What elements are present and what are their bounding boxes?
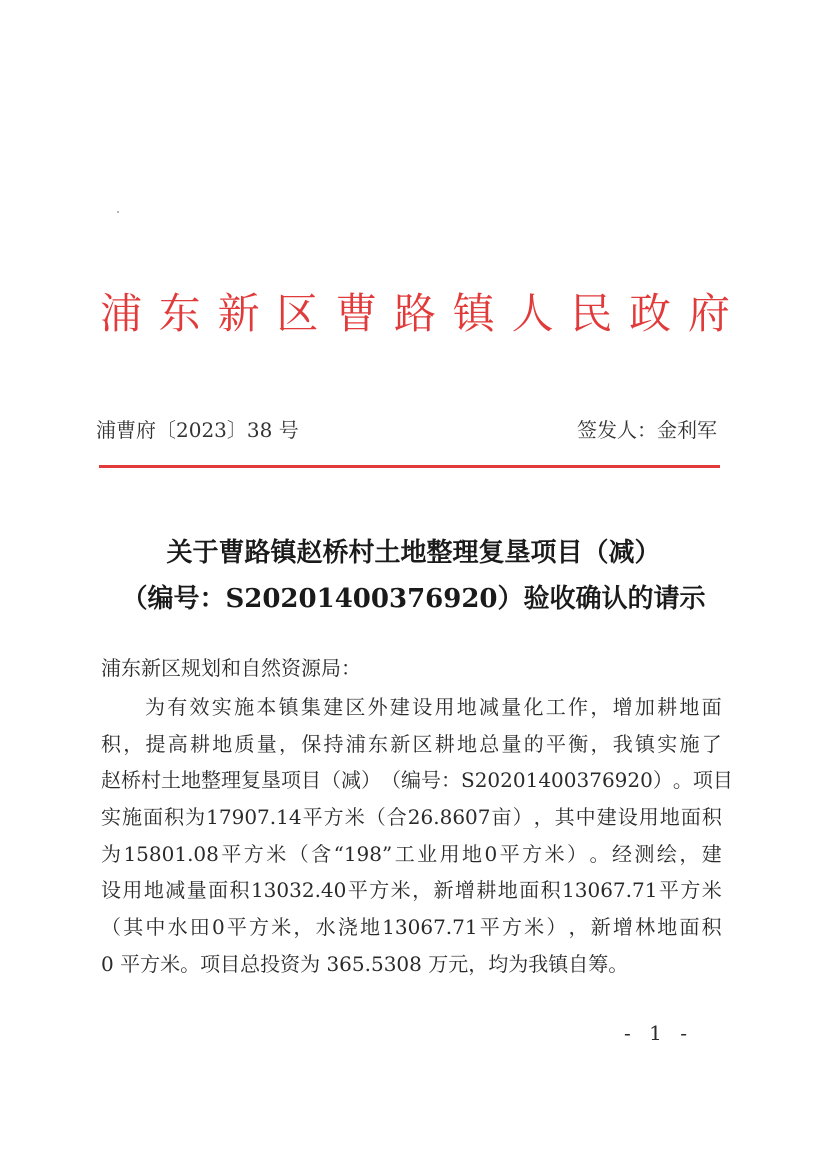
text-token: 区 xyxy=(345,695,366,719)
text-token: 方 xyxy=(323,805,344,830)
text-token: ， xyxy=(590,731,611,756)
text-token: 项 xyxy=(281,768,301,793)
text-token: 米 xyxy=(544,841,565,866)
text-token: 垦 xyxy=(261,768,281,793)
text-token: 建 xyxy=(323,695,344,719)
text-token: 建 xyxy=(701,841,722,866)
text-token: 地 xyxy=(456,695,477,719)
text-token: 减 xyxy=(165,878,186,903)
title-line-1: 关于曹路镇赵桥村土地整理复垦项目（减） xyxy=(166,538,661,568)
text-token: ， xyxy=(279,731,299,756)
text-token: ： xyxy=(441,768,461,793)
text-token: 镇 xyxy=(278,695,299,719)
text-token: 增 xyxy=(612,915,633,940)
text-token: 区 xyxy=(412,731,433,756)
text-token: 方 xyxy=(249,915,270,940)
text-token: 耕 xyxy=(190,731,210,756)
text-token: 积 xyxy=(101,731,121,756)
text-token: 赵 xyxy=(101,768,121,793)
text-token: （ xyxy=(381,768,401,793)
text-token: 我 xyxy=(612,731,633,756)
signer: 签发人：金利军 xyxy=(577,418,717,442)
text-token: 持 xyxy=(323,731,344,756)
text-token: 量 xyxy=(256,731,277,756)
text-token: （ xyxy=(365,805,386,830)
text-token: 米 xyxy=(390,878,411,903)
text-token: 地 xyxy=(181,768,201,793)
text-token: 方 xyxy=(680,878,701,903)
text-token: 保 xyxy=(301,731,322,756)
page-number: - 1 - xyxy=(624,1021,693,1045)
text-token: 平 xyxy=(221,841,242,866)
text-token: 面 xyxy=(208,878,229,903)
text-token: 施 xyxy=(234,695,255,719)
text-token: 设 xyxy=(412,695,433,719)
text-token: 平 xyxy=(499,841,520,866)
body-line xyxy=(101,689,722,726)
masthead-char: 民 xyxy=(570,289,613,338)
text-token: 林 xyxy=(635,915,656,940)
text-token: 水 xyxy=(315,915,336,940)
body-line xyxy=(101,946,722,983)
text-token: 绘 xyxy=(656,841,677,866)
masthead-char: 镇 xyxy=(452,289,495,338)
text-token: “198” xyxy=(333,841,393,866)
text-token: 建 xyxy=(596,805,617,830)
text-token: 用 xyxy=(638,805,659,830)
text-token: ） xyxy=(546,915,567,940)
text-token: 效 xyxy=(189,695,210,719)
document-title xyxy=(100,530,727,622)
text-token: 积 xyxy=(701,805,722,830)
text-token: 米 xyxy=(344,805,365,830)
text-token: 积 xyxy=(701,915,722,940)
text-token: （ xyxy=(321,768,341,793)
text-token: 新 xyxy=(390,731,411,756)
document-number: 浦曹府〔2023〕38 号 xyxy=(96,418,299,442)
masthead-char: 政 xyxy=(629,289,672,338)
text-token: 积 xyxy=(164,805,185,830)
text-token: 米 xyxy=(524,915,545,940)
text-token: 亩 xyxy=(491,805,512,830)
text-token: 实 xyxy=(101,805,121,830)
red-divider-rule xyxy=(99,465,720,468)
text-token: 的 xyxy=(523,731,544,756)
masthead-char: 人 xyxy=(511,289,554,338)
text-token: 水 xyxy=(167,915,188,940)
text-token: 目 xyxy=(712,768,733,793)
text-token: 地 xyxy=(143,878,164,903)
text-token: （ xyxy=(101,915,121,940)
text-token: 方 xyxy=(243,841,264,866)
text-token: 量 xyxy=(501,731,522,756)
body-line xyxy=(101,836,722,873)
text-token: ， xyxy=(123,731,144,756)
text-token: 工 xyxy=(394,841,415,866)
text-token: （ xyxy=(288,841,309,866)
title-line-2: （编号：S20201400376920）验收确认的请示 xyxy=(121,584,706,614)
text-token: 提 xyxy=(145,731,166,756)
text-token: 减 xyxy=(341,768,361,793)
text-token: 平 xyxy=(347,878,368,903)
text-token: 面 xyxy=(679,915,700,940)
text-token: 实 xyxy=(211,695,232,719)
text-token: ， xyxy=(293,915,314,940)
text-token: S20201400376920 xyxy=(461,768,653,793)
text-token: 13032.40 xyxy=(250,878,347,903)
text-token: ， xyxy=(590,695,611,719)
masthead-char: 曹 xyxy=(335,289,378,338)
text-token: 面 xyxy=(680,805,701,830)
masthead-char: 路 xyxy=(393,289,436,338)
text-token: 面 xyxy=(143,805,164,830)
text-token: 化 xyxy=(523,695,544,719)
text-token: 施 xyxy=(122,805,143,830)
text-token: ） xyxy=(652,768,673,793)
text-token: 0 平方米。项目总投资为 365.5308 万元，均为我镇自筹。 xyxy=(101,951,629,976)
text-token: 东 xyxy=(368,731,388,756)
text-token: 业 xyxy=(417,841,438,866)
body-line xyxy=(101,762,733,799)
text-token: ） xyxy=(361,768,381,793)
text-token: 13067.71 xyxy=(562,878,658,903)
text-token: 集 xyxy=(300,695,321,719)
text-token: 衡 xyxy=(568,731,589,756)
text-token: 施 xyxy=(679,731,700,756)
text-token: 减 xyxy=(478,695,499,719)
text-token: 耕 xyxy=(434,731,455,756)
text-token: 平 xyxy=(479,915,500,940)
text-token: 用 xyxy=(434,695,455,719)
text-token: 方 xyxy=(501,915,522,940)
text-token: ， xyxy=(533,805,554,830)
text-token: 为 xyxy=(101,841,121,866)
text-token: 为 xyxy=(185,805,206,830)
text-token: 加 xyxy=(634,695,655,719)
text-token: 地 xyxy=(659,805,680,830)
body-line xyxy=(101,799,722,836)
text-token: 地 xyxy=(457,731,477,756)
text-token: 平 xyxy=(658,878,679,903)
text-token: 地 xyxy=(657,915,678,940)
text-token: 其 xyxy=(554,805,575,830)
text-token: 地 xyxy=(679,695,700,719)
text-token: 面 xyxy=(519,878,540,903)
text-token: 高 xyxy=(167,731,188,756)
text-token: 田 xyxy=(189,915,210,940)
text-token: 15801.08 xyxy=(123,841,219,866)
text-token: ， xyxy=(568,915,589,940)
text-token: 浦 xyxy=(345,731,366,756)
text-token: 复 xyxy=(241,768,261,793)
text-token: 理 xyxy=(221,768,241,793)
text-token: 26.8607 xyxy=(407,805,491,830)
text-token: 为 xyxy=(145,695,165,719)
text-token: 测 xyxy=(634,841,655,866)
text-token: 含 xyxy=(311,841,332,866)
scan-speck xyxy=(117,211,119,213)
text-token: 积 xyxy=(540,878,561,903)
text-token: 17907.14 xyxy=(206,805,302,830)
text-token: 整 xyxy=(201,768,221,793)
masthead-char: 府 xyxy=(687,289,730,338)
text-token: 镇 xyxy=(635,731,655,756)
text-token: 工 xyxy=(545,695,566,719)
text-token: 增 xyxy=(454,878,475,903)
text-token: 中 xyxy=(145,915,166,940)
text-token: 面 xyxy=(701,695,722,719)
text-token: 增 xyxy=(612,695,633,719)
body-line xyxy=(101,909,722,946)
text-token: 方 xyxy=(522,841,543,866)
text-token: 目 xyxy=(301,768,321,793)
text-token: 0 xyxy=(211,915,225,940)
text-token: 建 xyxy=(389,695,410,719)
body-line xyxy=(101,872,722,909)
text-token: ， xyxy=(412,878,433,903)
masthead-issuer xyxy=(100,283,730,345)
text-token: 实 xyxy=(657,731,678,756)
text-token: 米 xyxy=(266,841,287,866)
text-token: 地 xyxy=(497,878,518,903)
text-token: 土 xyxy=(161,768,181,793)
body-line xyxy=(101,726,722,763)
text-token: 编 xyxy=(401,768,421,793)
text-token: 其 xyxy=(123,915,144,940)
text-token: 。 xyxy=(589,841,610,866)
text-token: 新 xyxy=(590,915,611,940)
text-token: 量 xyxy=(501,695,522,719)
text-token: 本 xyxy=(256,695,277,719)
text-token: ） xyxy=(512,805,533,830)
text-token: 新 xyxy=(433,878,454,903)
text-token: 平 xyxy=(302,805,323,830)
text-token: 地 xyxy=(462,841,483,866)
text-token: 桥 xyxy=(121,768,141,793)
text-token: 量 xyxy=(186,878,207,903)
text-token: 总 xyxy=(479,731,500,756)
text-token: 耕 xyxy=(657,695,678,719)
text-token: 经 xyxy=(611,841,632,866)
text-token: 项 xyxy=(692,768,713,793)
text-token: 有 xyxy=(167,695,188,719)
text-token: 外 xyxy=(367,695,388,719)
text-token: 设 xyxy=(617,805,638,830)
text-token: 0 xyxy=(484,841,498,866)
text-token: ） xyxy=(567,841,588,866)
text-token: 了 xyxy=(701,731,722,756)
text-token: 质 xyxy=(234,731,255,756)
masthead-char: 区 xyxy=(276,289,319,338)
text-token: 用 xyxy=(122,878,143,903)
text-token: 合 xyxy=(386,805,407,830)
text-token: 中 xyxy=(575,805,596,830)
text-token: 米 xyxy=(271,915,292,940)
text-token: 村 xyxy=(141,768,161,793)
text-token: 地 xyxy=(359,915,380,940)
text-token: 平 xyxy=(546,731,566,756)
text-token: 作 xyxy=(568,695,589,719)
text-token: 积 xyxy=(229,878,250,903)
addressee: 浦东新区规划和自然资源局： xyxy=(101,656,361,680)
text-token: 方 xyxy=(369,878,390,903)
text-token: 。 xyxy=(672,768,693,793)
masthead-char: 浦 xyxy=(100,289,143,338)
text-token: ， xyxy=(679,841,700,866)
masthead-char: 东 xyxy=(158,289,201,338)
text-token: 用 xyxy=(439,841,460,866)
text-token: 地 xyxy=(212,731,233,756)
text-token: 米 xyxy=(701,878,722,903)
text-token: 浇 xyxy=(337,915,358,940)
text-token: 号 xyxy=(421,768,441,793)
body-paragraph xyxy=(101,689,733,983)
text-token: 耕 xyxy=(476,878,497,903)
masthead-char: 新 xyxy=(217,289,260,338)
text-token: 13067.71 xyxy=(382,915,478,940)
text-token: 平 xyxy=(226,915,247,940)
text-token: 设 xyxy=(101,878,121,903)
